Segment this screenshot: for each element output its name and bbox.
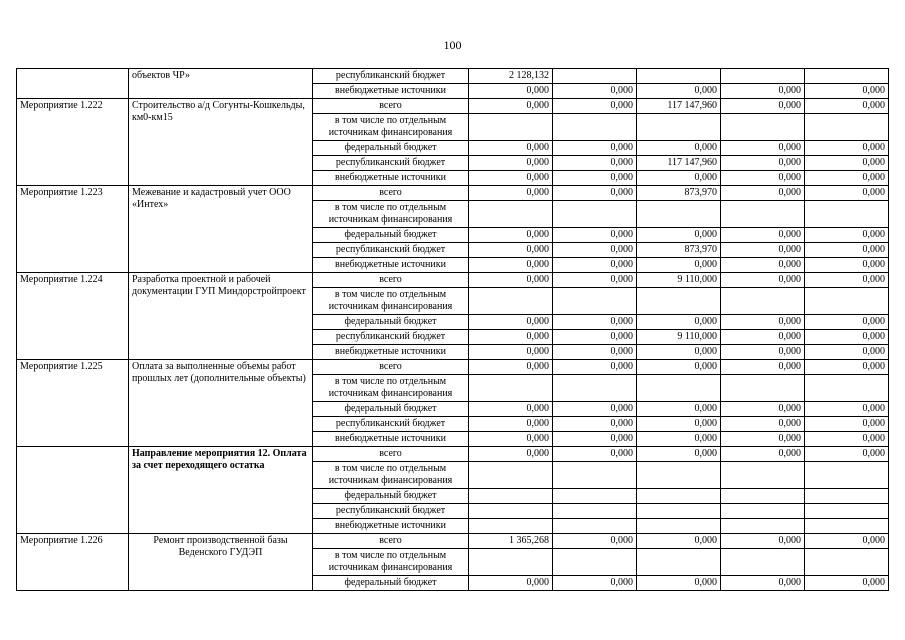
amount-cell: 9 110,000 xyxy=(637,330,721,345)
amount-cell xyxy=(469,504,553,519)
amount-cell: 0,000 xyxy=(469,402,553,417)
table-body xyxy=(17,69,889,591)
amount-cell: 0,000 xyxy=(553,402,637,417)
amount-cell: 0,000 xyxy=(805,273,889,288)
event-title: Разработка проектной и рабочей документации ГУП Миндорстройпроект xyxy=(129,273,313,360)
funding-source: внебюджетные источники xyxy=(313,519,469,534)
amount-cell: 0,000 xyxy=(553,576,637,591)
amount-cell: 0,000 xyxy=(637,84,721,99)
funding-source: республиканский бюджет xyxy=(313,417,469,432)
amount-cell xyxy=(637,375,721,402)
amount-cell: 0,000 xyxy=(637,432,721,447)
amount-cell xyxy=(805,549,889,576)
amount-cell xyxy=(469,375,553,402)
amount-cell: 0,000 xyxy=(721,402,805,417)
amount-cell: 0,000 xyxy=(805,330,889,345)
funding-source: федеральный бюджет xyxy=(313,141,469,156)
amount-cell: 0,000 xyxy=(637,402,721,417)
amount-cell: 0,000 xyxy=(553,432,637,447)
amount-cell: 0,000 xyxy=(553,534,637,549)
table-row xyxy=(17,534,889,549)
amount-cell: 0,000 xyxy=(721,273,805,288)
amount-cell: 0,000 xyxy=(469,186,553,201)
amount-cell: 0,000 xyxy=(469,432,553,447)
amount-cell: 0,000 xyxy=(469,315,553,330)
amount-cell xyxy=(469,519,553,534)
amount-cell xyxy=(637,519,721,534)
amount-cell xyxy=(469,462,553,489)
amount-cell xyxy=(469,489,553,504)
amount-cell: 0,000 xyxy=(553,141,637,156)
amount-cell xyxy=(805,519,889,534)
amount-cell: 0,000 xyxy=(469,84,553,99)
amount-cell: 0,000 xyxy=(721,417,805,432)
amount-cell: 0,000 xyxy=(637,534,721,549)
amount-cell: 0,000 xyxy=(805,417,889,432)
amount-cell xyxy=(637,549,721,576)
amount-cell: 0,000 xyxy=(553,417,637,432)
event-title: Направление мероприятия 12. Оплата за счет переходящего остатка xyxy=(129,447,313,534)
funding-source: республиканский бюджет xyxy=(313,69,469,84)
amount-cell xyxy=(805,69,889,84)
amount-cell: 0,000 xyxy=(805,315,889,330)
funding-source: республиканский бюджет xyxy=(313,243,469,258)
amount-cell: 0,000 xyxy=(469,258,553,273)
amount-cell xyxy=(805,489,889,504)
amount-cell: 0,000 xyxy=(553,99,637,114)
table-row xyxy=(17,360,889,375)
amount-cell xyxy=(637,288,721,315)
amount-cell: 0,000 xyxy=(469,99,553,114)
amount-cell: 117 147,960 xyxy=(637,156,721,171)
funding-source: в том числе по отдельным источникам финансирования xyxy=(313,201,469,228)
amount-cell: 0,000 xyxy=(805,171,889,186)
amount-cell: 9 110,000 xyxy=(637,273,721,288)
amount-cell: 0,000 xyxy=(805,243,889,258)
funding-source: внебюджетные источники xyxy=(313,432,469,447)
amount-cell xyxy=(805,201,889,228)
amount-cell: 0,000 xyxy=(553,330,637,345)
funding-source: в том числе по отдельным источникам финансирования xyxy=(313,375,469,402)
amount-cell xyxy=(805,462,889,489)
amount-cell: 0,000 xyxy=(469,141,553,156)
amount-cell: 873,970 xyxy=(637,186,721,201)
event-id: Мероприятие 1.223 xyxy=(17,186,129,273)
amount-cell xyxy=(721,462,805,489)
amount-cell: 0,000 xyxy=(469,576,553,591)
amount-cell: 0,000 xyxy=(637,345,721,360)
amount-cell xyxy=(721,375,805,402)
table-row xyxy=(17,186,889,201)
event-id xyxy=(17,69,129,99)
amount-cell xyxy=(721,201,805,228)
event-title: Межевание и кадастровый учет ООО «Интех» xyxy=(129,186,313,273)
amount-cell: 0,000 xyxy=(805,141,889,156)
funding-source: в том числе по отдельным источникам финансирования xyxy=(313,288,469,315)
amount-cell: 0,000 xyxy=(805,99,889,114)
amount-cell: 0,000 xyxy=(721,99,805,114)
amount-cell: 0,000 xyxy=(469,417,553,432)
amount-cell xyxy=(721,489,805,504)
amount-cell xyxy=(553,489,637,504)
amount-cell: 0,000 xyxy=(721,84,805,99)
event-title: Строительство а/д Согунты-Кошкельды, км0-км15 xyxy=(129,99,313,186)
amount-cell: 0,000 xyxy=(469,360,553,375)
funding-source: республиканский бюджет xyxy=(313,330,469,345)
page-number: 100 xyxy=(443,38,462,52)
amount-cell: 0,000 xyxy=(637,360,721,375)
amount-cell xyxy=(553,69,637,84)
event-title: объектов ЧР» xyxy=(129,69,313,99)
amount-cell: 0,000 xyxy=(553,360,637,375)
amount-cell: 0,000 xyxy=(637,171,721,186)
amount-cell: 0,000 xyxy=(721,534,805,549)
amount-cell xyxy=(553,201,637,228)
amount-cell xyxy=(805,375,889,402)
amount-cell: 0,000 xyxy=(721,156,805,171)
amount-cell xyxy=(637,489,721,504)
amount-cell xyxy=(469,549,553,576)
amount-cell: 0,000 xyxy=(553,243,637,258)
amount-cell: 0,000 xyxy=(553,258,637,273)
amount-cell xyxy=(553,519,637,534)
amount-cell: 0,000 xyxy=(469,243,553,258)
amount-cell: 2 128,132 xyxy=(469,69,553,84)
event-id xyxy=(17,447,129,534)
amount-cell: 0,000 xyxy=(469,171,553,186)
amount-cell xyxy=(721,288,805,315)
amount-cell: 0,000 xyxy=(805,447,889,462)
amount-cell: 0,000 xyxy=(721,243,805,258)
amount-cell: 0,000 xyxy=(721,576,805,591)
funding-source: в том числе по отдельным источникам финансирования xyxy=(313,462,469,489)
amount-cell xyxy=(637,462,721,489)
amount-cell xyxy=(637,201,721,228)
table-row xyxy=(17,447,889,462)
amount-cell: 1 365,268 xyxy=(469,534,553,549)
funding-source: всего xyxy=(313,186,469,201)
amount-cell: 0,000 xyxy=(721,141,805,156)
amount-cell: 0,000 xyxy=(805,186,889,201)
amount-cell: 0,000 xyxy=(721,330,805,345)
funding-source: всего xyxy=(313,99,469,114)
amount-cell: 0,000 xyxy=(721,315,805,330)
funding-source: всего xyxy=(313,273,469,288)
amount-cell: 0,000 xyxy=(553,345,637,360)
amount-cell: 0,000 xyxy=(637,417,721,432)
amount-cell: 0,000 xyxy=(805,402,889,417)
event-id: Мероприятие 1.224 xyxy=(17,273,129,360)
budget-table xyxy=(16,68,889,591)
amount-cell xyxy=(553,288,637,315)
amount-cell xyxy=(637,114,721,141)
amount-cell: 0,000 xyxy=(805,345,889,360)
event-id: Мероприятие 1.226 xyxy=(17,534,129,591)
amount-cell xyxy=(721,69,805,84)
funding-source: федеральный бюджет xyxy=(313,576,469,591)
funding-source: всего xyxy=(313,447,469,462)
amount-cell: 0,000 xyxy=(469,273,553,288)
amount-cell xyxy=(805,504,889,519)
amount-cell: 0,000 xyxy=(721,447,805,462)
amount-cell: 0,000 xyxy=(553,315,637,330)
funding-source: внебюджетные источники xyxy=(313,258,469,273)
funding-source: в том числе по отдельным источникам финансирования xyxy=(313,549,469,576)
amount-cell: 0,000 xyxy=(721,258,805,273)
amount-cell: 0,000 xyxy=(637,228,721,243)
funding-source: внебюджетные источники xyxy=(313,345,469,360)
amount-cell: 0,000 xyxy=(805,432,889,447)
amount-cell: 0,000 xyxy=(637,315,721,330)
amount-cell xyxy=(469,114,553,141)
amount-cell: 0,000 xyxy=(805,156,889,171)
funding-source: всего xyxy=(313,360,469,375)
amount-cell xyxy=(637,69,721,84)
funding-source: внебюджетные источники xyxy=(313,84,469,99)
amount-cell: 0,000 xyxy=(805,84,889,99)
amount-cell xyxy=(469,288,553,315)
amount-cell xyxy=(469,201,553,228)
amount-cell xyxy=(553,114,637,141)
amount-cell: 0,000 xyxy=(721,186,805,201)
amount-cell: 0,000 xyxy=(721,432,805,447)
amount-cell xyxy=(805,288,889,315)
amount-cell: 0,000 xyxy=(553,447,637,462)
funding-source: федеральный бюджет xyxy=(313,315,469,330)
amount-cell: 0,000 xyxy=(721,171,805,186)
amount-cell: 873,970 xyxy=(637,243,721,258)
amount-cell: 0,000 xyxy=(553,186,637,201)
funding-source: федеральный бюджет xyxy=(313,402,469,417)
amount-cell: 0,000 xyxy=(805,360,889,375)
amount-cell: 0,000 xyxy=(721,360,805,375)
amount-cell xyxy=(721,114,805,141)
amount-cell xyxy=(805,114,889,141)
amount-cell: 0,000 xyxy=(553,228,637,243)
amount-cell: 0,000 xyxy=(637,447,721,462)
amount-cell: 0,000 xyxy=(553,156,637,171)
amount-cell: 0,000 xyxy=(553,171,637,186)
funding-source: федеральный бюджет xyxy=(313,228,469,243)
amount-cell xyxy=(637,504,721,519)
event-id: Мероприятие 1.222 xyxy=(17,99,129,186)
event-title: Оплата за выполненные объемы работ прошлых лет (дополнительные объекты) xyxy=(129,360,313,447)
amount-cell: 0,000 xyxy=(469,330,553,345)
amount-cell xyxy=(721,519,805,534)
amount-cell xyxy=(721,549,805,576)
amount-cell: 0,000 xyxy=(637,576,721,591)
amount-cell xyxy=(553,504,637,519)
amount-cell: 0,000 xyxy=(805,228,889,243)
amount-cell: 0,000 xyxy=(637,141,721,156)
amount-cell: 0,000 xyxy=(721,228,805,243)
amount-cell: 0,000 xyxy=(553,84,637,99)
amount-cell: 0,000 xyxy=(721,345,805,360)
amount-cell: 0,000 xyxy=(469,228,553,243)
amount-cell: 0,000 xyxy=(469,345,553,360)
funding-source: в том числе по отдельным источникам финансирования xyxy=(313,114,469,141)
amount-cell xyxy=(553,375,637,402)
funding-source: всего xyxy=(313,534,469,549)
amount-cell: 0,000 xyxy=(637,258,721,273)
amount-cell xyxy=(553,549,637,576)
amount-cell xyxy=(553,462,637,489)
funding-source: внебюджетные источники xyxy=(313,171,469,186)
funding-source: республиканский бюджет xyxy=(313,504,469,519)
funding-source: республиканский бюджет xyxy=(313,156,469,171)
amount-cell xyxy=(721,504,805,519)
table-row xyxy=(17,99,889,114)
event-id: Мероприятие 1.225 xyxy=(17,360,129,447)
amount-cell: 0,000 xyxy=(469,156,553,171)
amount-cell: 0,000 xyxy=(469,447,553,462)
amount-cell: 117 147,960 xyxy=(637,99,721,114)
table-row xyxy=(17,273,889,288)
amount-cell: 0,000 xyxy=(553,273,637,288)
amount-cell: 0,000 xyxy=(805,534,889,549)
event-title: Ремонт производственной базы Веденского ГУДЭП xyxy=(129,534,313,591)
table-row xyxy=(17,69,889,84)
amount-cell: 0,000 xyxy=(805,258,889,273)
funding-source: федеральный бюджет xyxy=(313,489,469,504)
amount-cell: 0,000 xyxy=(805,576,889,591)
